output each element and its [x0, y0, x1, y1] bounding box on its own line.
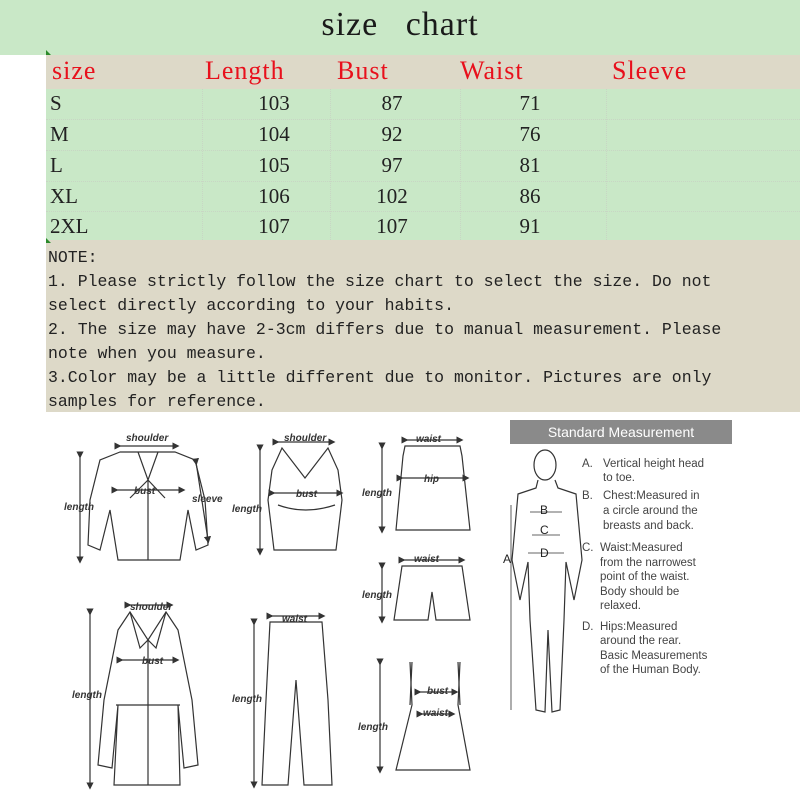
label-shoulder: shoulder: [130, 602, 173, 613]
human-body-figure: [511, 450, 582, 712]
label-hip: hip: [424, 474, 439, 485]
chart-title: size chart: [321, 6, 479, 43]
legend-letter: B.: [582, 490, 593, 502]
cell-length: 104: [258, 122, 290, 146]
legend-line: Chest:Measured in: [603, 490, 700, 502]
trousers-diagram: [232, 614, 332, 785]
legend-line: around the rear.: [600, 635, 682, 647]
garment-measurement-diagrams: [0, 415, 800, 800]
legend-line: Body should be: [600, 586, 680, 598]
label-bust: bust: [427, 686, 449, 697]
cell-size: M: [50, 122, 69, 146]
label-length: length: [362, 590, 392, 601]
vest-diagram: [232, 433, 342, 552]
legend-line: breasts and back.: [603, 520, 694, 532]
header-size: size: [52, 56, 97, 85]
label-length: length: [362, 488, 392, 499]
label-length: length: [232, 504, 262, 515]
legend-line: Waist:Measured: [600, 542, 683, 554]
corner-mark: [46, 238, 51, 243]
cell-size: 2XL: [50, 214, 89, 238]
header-sleeve: Sleeve: [612, 56, 688, 85]
cell-bust: 97: [381, 153, 403, 177]
legend-line: point of the waist.: [600, 571, 690, 583]
cell-bust: 107: [376, 214, 408, 238]
header-bust: Bust: [337, 56, 389, 85]
legend-line: relaxed.: [600, 600, 641, 612]
cell-size: L: [50, 153, 63, 177]
table-row: [46, 212, 800, 242]
note-line: samples for reference.: [48, 392, 266, 411]
label-waist: waist: [414, 554, 440, 565]
skirt-diagram: [362, 434, 470, 530]
cell-bust: 87: [381, 91, 403, 115]
coat-diagram: [72, 602, 198, 786]
cell-waist: 71: [519, 91, 541, 115]
cell-length: 107: [258, 214, 290, 238]
cell-bust: 102: [376, 184, 408, 208]
note-block: [48, 246, 788, 414]
figure-letter-b: B: [540, 503, 549, 517]
table-row: [46, 89, 800, 119]
note-line: select directly according to your habits.: [48, 296, 454, 315]
label-length: length: [358, 722, 388, 733]
cell-length: 103: [258, 91, 290, 115]
label-shoulder: shoulder: [284, 433, 327, 444]
blouse-diagram: [64, 433, 223, 560]
label-length: length: [64, 502, 94, 513]
standard-measurement-panel: [503, 420, 732, 712]
label-sleeve: sleeve: [192, 494, 223, 505]
figure-letter-a: A: [503, 552, 512, 566]
note-heading: NOTE:: [48, 248, 98, 267]
header-length: Length: [205, 56, 285, 85]
label-waist: waist: [416, 434, 442, 445]
note-line: 2. The size may have 2-3cm differs due to manual measurement. Please: [48, 320, 722, 339]
legend-line: of the Human Body.: [600, 664, 701, 676]
legend-line: Vertical height head: [603, 458, 705, 470]
note-line: note when you measure.: [48, 344, 266, 363]
cell-waist: 81: [519, 153, 541, 177]
note-line: 3.Color may be a little different due to monitor. Pictures are only: [48, 368, 712, 387]
dress-diagram: [358, 662, 470, 770]
label-bust: bust: [134, 486, 156, 497]
cell-length: 105: [258, 153, 290, 177]
shorts-diagram: [362, 554, 470, 620]
cell-waist: 91: [519, 214, 541, 238]
cell-length: 106: [258, 184, 290, 208]
legend-line: to toe.: [603, 472, 635, 484]
cell-waist: 86: [519, 184, 541, 208]
legend-letter: D.: [582, 621, 594, 633]
figure-letter-d: D: [540, 546, 549, 560]
cell-size: S: [50, 91, 62, 115]
label-bust: bust: [142, 656, 164, 667]
legend-letter: C.: [582, 542, 594, 554]
standard-title: Standard Measurement: [547, 424, 695, 440]
legend-line: Basic Measurements: [600, 650, 708, 662]
table-row: [46, 182, 800, 212]
legend-line: Hips:Measured: [600, 621, 678, 633]
cell-size: XL: [50, 184, 78, 208]
label-shoulder: shoulder: [126, 433, 169, 444]
label-bust: bust: [296, 489, 318, 500]
legend-line: from the narrowest: [600, 557, 696, 569]
table-row: [46, 120, 800, 150]
label-length: length: [232, 694, 262, 705]
cell-bust: 92: [381, 122, 403, 146]
note-line: 1. Please strictly follow the size chart to select the size. Do not: [48, 272, 712, 291]
table-row: [46, 151, 800, 181]
legend-letter: A.: [582, 458, 593, 470]
legend-line: a circle around the: [603, 505, 698, 517]
cell-waist: 76: [519, 122, 541, 146]
corner-mark: [46, 50, 51, 55]
figure-letter-c: C: [540, 523, 549, 537]
label-waist: waist: [423, 708, 449, 719]
header-waist: Waist: [460, 56, 524, 85]
label-length: length: [72, 690, 102, 701]
label-waist: waist: [282, 614, 308, 625]
